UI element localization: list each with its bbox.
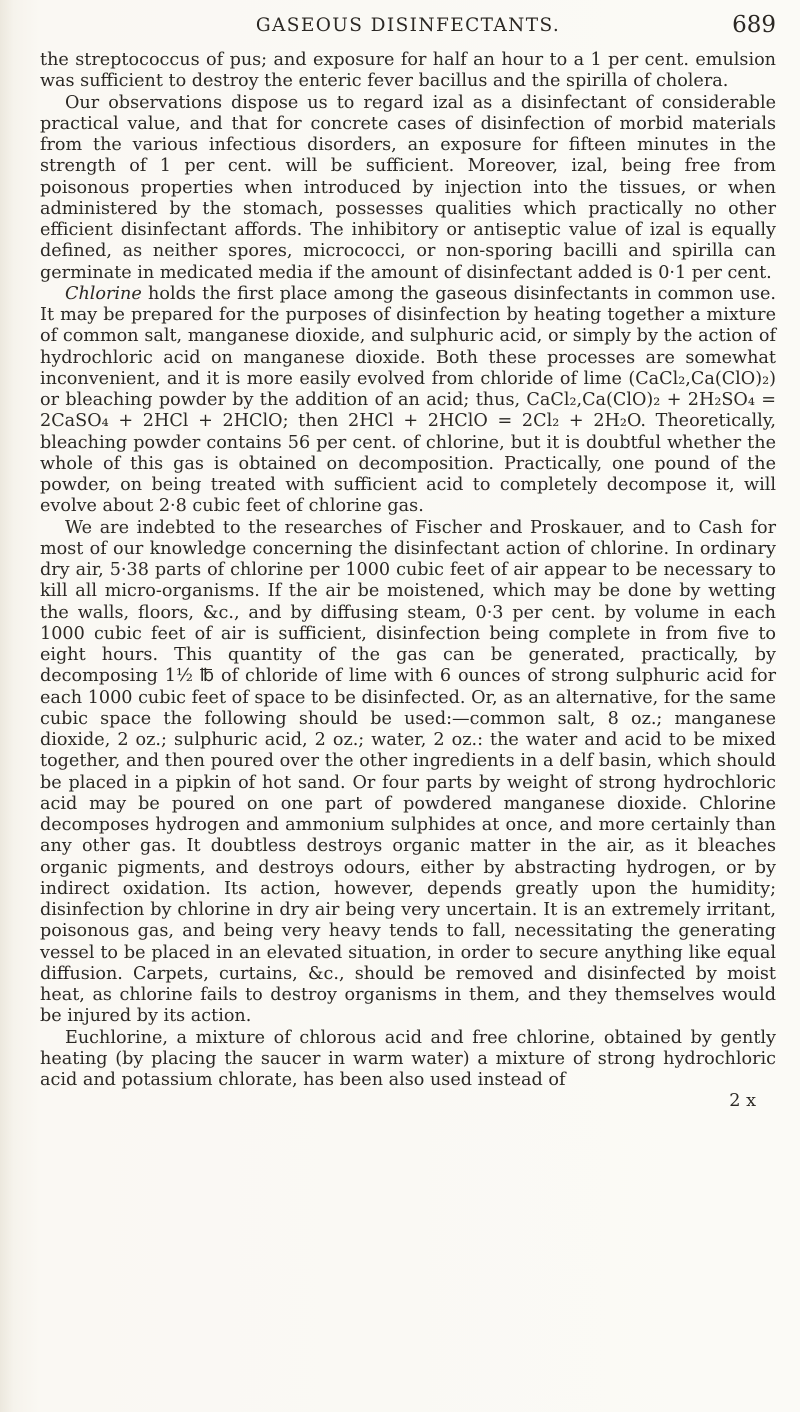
paragraph-chlorine — [40, 284, 776, 518]
chlorine-heading: Chlorine — [65, 283, 142, 304]
page-number: 689 — [732, 12, 776, 38]
page-content — [40, 10, 776, 1112]
running-header — [40, 10, 776, 50]
paragraph-euchlorine: Euchlorine, a mixture of chlorous acid and free chlorine, obtained by gently heating (by placing the saucer in warm water) a mixture of strong hydrochloric acid and potassium chlorate, has been also used instead of — [40, 1027, 776, 1090]
paragraph-streptococcus: the streptococcus of pus; and exposure for half an hour to a 1 per cent. emulsion was sufficient to destroy the enteric fever bacillus and the spirilla of cholera. — [40, 50, 776, 92]
signature-mark: 2 x — [729, 1091, 756, 1112]
running-title: GASEOUS DISINFECTANTS. — [255, 15, 561, 36]
chlorine-text: holds the first place among the gaseous disinfectants in common use. It may be prepared for the purposes of disinfection by heating together a mixture of common salt, manganese dioxide, and sulphuric acid, or simply by the action of hydrochloric acid on manganese dioxide. Both these processes are somewhat inconvenient, and it is more easily evolved from chloride of lime (CaCl₂,Ca(ClO)₂) or bleaching powder by the addition of an acid; thus, CaCl₂,Ca(ClO)₂ + 2H₂SO₄ = 2CaSO₄ + 2HCl + 2HClO; then 2HCl + 2HClO = 2Cl₂ + 2H₂O. Theoretically, bleaching powder contains 56 per cent. of chlorine, but it is doubtful whether the whole of this gas is obtained on decomposition. Practically, one pound of the powder, on being treated with sufficient acid to completely decompose it, will evolve about 2·8 cubic feet of chlorine gas. — [40, 283, 776, 517]
paragraph-izal-observations: Our observations dispose us to regard izal as a disinfectant of considerable practical value, and that for concrete cases of disinfection of morbid materials from the various infectious disorders, an exposure for fifteen minutes in the strength of 1 per cent. will be sufficient. Moreover, izal, being free from poisonous properties when introduced by injection into the tissues, or when administered by the stomach, possesses qualities which practically no other efficient disinfectant affords. The inhibitory or antiseptic value of izal is equally defined, as neither spores, micrococci, or non-sporing bacilli and spirilla can germinate in medicated media if the amount of disinfectant added is 0·1 per cent. — [40, 92, 776, 283]
paragraph-fischer-proskauer: We are indebted to the researches of Fischer and Proskauer, and to Cash for most of our knowledge concerning the disinfectant action of chlorine. In ordinary dry air, 5·38 parts of chlorine per 1000 cubic feet of air appear to be necessary to kill all micro-organisms. If the air be moistened, which may be done by wetting the walls, floors, &c., and by diffusing steam, 0·3 per cent. by volume in each 1000 cubic feet of air is sufficient, disinfection being complete in from five to eight hours. This quantity of the gas can be generated, practically, by decomposing 1½ ℔ of chloride of lime with 6 ounces of strong sulphuric acid for each 1000 cubic feet of space to be disinfected. Or, as an alternative, for the same cubic space the following should be used:—common salt, 8 oz.; manganese dioxide, 2 oz.; sulphuric acid, 2 oz.; water, 2 oz.: the water and acid to be mixed together, and then poured over the other ingredients in a delf basin, which should be placed in a pipkin of hot sand. Or four parts by weight of strong hydrochloric acid may be poured on one part of powdered manganese dioxide. Chlorine decomposes hydrogen and ammonium sulphides at once, and more certainly than any other gas. It doubtless destroys organic matter in the air, as it bleaches organic pigments, and destroys odours, either by abstracting hydrogen, or by indirect oxidation. Its action, however, depends greatly upon the humidity; disinfection by chlorine in dry air being very uncertain. It is an extremely irritant, poisonous gas, and being very heavy tends to fall, necessitating the generating vessel to be placed in an elevated situation, in order to secure anything like equal diffusion. Carpets, curtains, &c., should be removed and disinfected by moist heat, as chlorine fails to destroy organisms in them, and they themselves would be injured by its action. — [40, 517, 776, 1027]
